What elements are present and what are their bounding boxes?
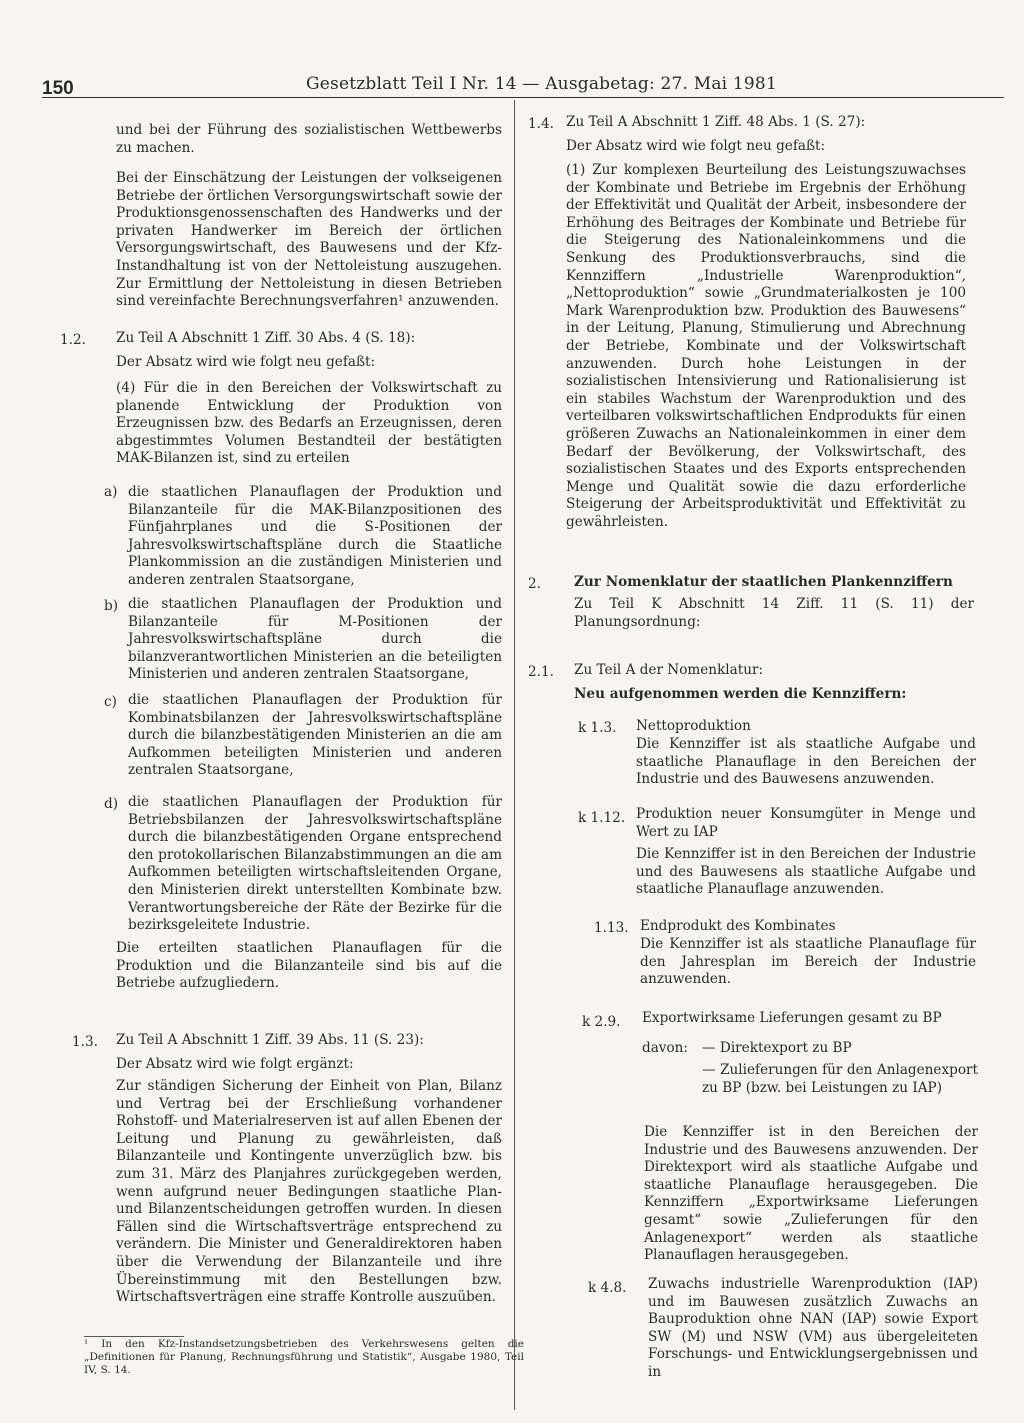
- column-divider: [514, 100, 515, 1410]
- item-label-d: d): [104, 796, 119, 812]
- kennziffer-text-4-8: Zuwachs industrielle Warenproduktion (IAP) und im Bauwesen zusätzlich Zuwachs an Bauproduktion ohne NAN (IAP) sowie Export SW (M) und NSW (VM) aus übergeleiteten Forschungs- und Entwicklungsergebnissen und in: [648, 1276, 978, 1380]
- kennziffer-davon-label: davon:: [642, 1040, 689, 1056]
- section-paragraph-1-2: (4) Für die in den Bereichen der Volkswirtschaft zu planende Entwicklung der Produktion von Erzeugnissen bzw. des Bedarfs an Erzeugnissen, deren abgestimmtes Volumen Bestandteil der bestätigten MAK-Bilanzen ist, sind zu erteilen: [116, 380, 502, 467]
- section-subtitle-1-2: Der Absatz wird wie folgt neu gefaßt:: [116, 354, 376, 370]
- left-intro: und bei der Führung des sozialistischen Wettbewerbs zu machen.: [116, 122, 502, 156]
- item-label-c: c): [104, 694, 117, 710]
- kennziffer-text-2-9: Die Kennziffer ist in den Bereichen der Industrie und des Bauwesens anzuwenden. Der Direktexport wird als staatliche Aufgabe und staatliche Planauflage herausgegeben. Die Kennziffern „Exportwirksame Lieferungen gesamt“ sowie „Zulieferungen für den Anlagenexport“ werden als staatliche Planauflagen herausgegeben.: [644, 1124, 978, 1264]
- kennziffer-label-1-3: k 1.3.: [578, 720, 617, 736]
- section-paragraph-1-4: (1) Zur komplexen Beurteilung des Leistungszuwachses der Kombinate und Betriebe im Ergebnis der Erhöhung der Effektivität und Qualität der Arbeit, insbesondere der Erhöhung des Beitrages der Kombinate und Betriebe für die Steigerung des Nationaleinkommens und die Senkung des Produktionsverbrauchs, sind die Kennziffern „Industrielle Warenproduktion“, „Nettoproduktion“ sowie „Grundmaterialkosten je 100 Mark Warenproduktion bzw. Produktion des Bauwesens“ in der Leitung, Planung, Stimulierung und Abrechnung der Betriebe, Kombinate und der Volkswirtschaft anzuwenden. Durch hohe Leistungen in der sozialistischen Intensivierung und Rationalisierung ist ein stabiles Wachstum der Warenproduktion und des verteilbaren volkswirtschaftlichen Endprodukts für einen größeren Zuwachs an Nationaleinkommen in einer dem Bedarf der Bevölkerung, der Volkswirtschaft, des sozialistischen Staates und des Exports entsprechenden Menge und Qualität sowie die dazu erforderliche Steigerung der Arbeitsproduktivität und Effektivität zu gewährleisten.: [566, 162, 966, 530]
- page-header: [42, 72, 962, 98]
- footnote: ¹ In den Kfz-Instandsetzungsbetrieben des Verkehrswesens gelten die „Definitionen für Planung, Rechnungsführung und Statistik“, Ausgabe 1980, Teil IV, S. 14.: [84, 1338, 524, 1376]
- kennziffer-label-1-12: k 1.12.: [578, 810, 626, 826]
- section-number-2: 2.: [528, 576, 541, 592]
- section-paragraph-1-3: Zur ständigen Sicherung der Einheit von Plan, Bilanz und Vertrag bei der Erschließung vorhandener Rohstoff- und Materialreserven ist auf allen Ebenen der Leitung und Planung zu gewährleisten, daß Bilanzanteile und Kontingente unverzüglich bzw. bis zum 31. März des Planjahres zurückgegeben werden, wenn aufgrund neuer Bedingungen staatliche Plan- und Bilanzentscheidungen getroffen wurden. In diesen Fällen sind die Wirtschaftsverträge entsprechend zu verändern. Die Minister und Generaldirektoren haben über die Verwendung der Bilanzanteile und ihre Übereinstimmung mit den Bestellungen bzw. Wirtschaftsverträgen eine straffe Kontrolle auszuüben.: [116, 1078, 502, 1306]
- kennziffer-label-2-9: k 2.9.: [582, 1014, 621, 1030]
- section-closing-1-2: Die erteilten staatlichen Planauflagen für die Produktion und die Bilanzanteile sind bis auf die Betriebe aufzugliedern.: [116, 940, 502, 992]
- item-text-c: die staatlichen Planauflagen der Produktion für Kombinatsbilanzen der Jahresvolkswirtschaftspläne durch die bilanzbestätigenden Ministerien an die am Aufkommen beteiligten Ministerien und anderen zentralen Staatsorgane,: [128, 692, 502, 779]
- section-title-2: Zur Nomenklatur der staatlichen Plankennziffern: [574, 574, 953, 590]
- section-number-1-3: 1.3.: [72, 1034, 98, 1050]
- kennziffer-heading-1-3: Nettoproduktion: [636, 718, 751, 734]
- footnote-rule: [84, 1336, 184, 1337]
- section-number-1-2: 1.2.: [60, 332, 86, 348]
- section-subtitle-1-3: Der Absatz wird wie folgt ergänzt:: [116, 1056, 354, 1072]
- item-text-d: die staatlichen Planauflagen der Produktion für Betriebsbilanzen der Jahresvolkswirtschaftspläne durch die bilanzbestätigenden Organe entsprechend den protokollarischen Bilanzabstimmungen an die am Aufkommen beteiligten wirtschaftsleitenden Organe, den Ministerien direkt unterstellten Kombinate bzw. Verantwortungsbereiche der Räte der Bezirke für die bezirksgeleitete Industrie.: [128, 794, 502, 934]
- section-number-1-4: 1.4.: [528, 116, 554, 132]
- header-title: Gesetzblatt Teil I Nr. 14 — Ausgabetag: 27. Mai 1981: [306, 74, 777, 94]
- header-rule: [42, 97, 1004, 98]
- item-label-a: a): [104, 484, 118, 500]
- kennziffer-heading-1-12: Produktion neuer Konsumgüter in Menge und Wert zu IAP: [636, 806, 976, 840]
- section-subtitle-2-1: Neu aufgenommen werden die Kennziffern:: [574, 686, 907, 702]
- kennziffer-heading-1-13: Endprodukt des Kombinates: [640, 918, 836, 934]
- item-label-b: b): [104, 598, 119, 614]
- section-subtitle-2: Zu Teil K Abschnitt 14 Ziff. 11 (S. 11) der Planungsordnung:: [574, 596, 974, 630]
- kennziffer-label-4-8: k 4.8.: [588, 1280, 627, 1296]
- kennziffer-davon-item-2: — Zulieferungen für den Anlagenexport zu BP (bzw. bei Leistungen zu IAP): [702, 1062, 978, 1096]
- kennziffer-davon-item-1: — Direktexport zu BP: [702, 1040, 852, 1056]
- section-title-1-4: Zu Teil A Abschnitt 1 Ziff. 48 Abs. 1 (S. 27):: [566, 114, 866, 130]
- item-text-b: die staatlichen Planauflagen der Produktion und Bilanzanteile für M-Positionen der Jahresvolkswirtschaftspläne durch die bilanzverantwortlichen Ministerien an die beteiligten Ministerien und anderen zentralen Staatsorgane,: [128, 596, 502, 683]
- item-text-a: die staatlichen Planauflagen der Produktion und Bilanzanteile für die MAK-Bilanzpositionen des Fünfjahrplanes und die S-Positionen der Jahresvolkswirtschaftspläne durch die Staatliche Plankommission an die zuständigen Ministerien und anderen zentralen Staatsorgane,: [128, 484, 502, 588]
- kennziffer-text-1-13: Die Kennziffer ist als staatliche Planauflage für den Jahresplan im Bereich der Industrie anzuwenden.: [640, 936, 976, 988]
- section-title-1-3: Zu Teil A Abschnitt 1 Ziff. 39 Abs. 11 (S. 23):: [116, 1032, 424, 1048]
- section-title-1-2: Zu Teil A Abschnitt 1 Ziff. 30 Abs. 4 (S. 18):: [116, 330, 416, 346]
- kennziffer-text-1-3: Die Kennziffer ist als staatliche Aufgabe und staatliche Planauflage in den Bereichen der Industrie und des Bauwesens anzuwenden.: [636, 736, 976, 788]
- section-number-2-1: 2.1.: [528, 664, 554, 680]
- section-subtitle-1-4: Der Absatz wird wie folgt neu gefaßt:: [566, 138, 826, 154]
- section-title-2-1: Zu Teil A der Nomenklatur:: [574, 662, 764, 678]
- kennziffer-heading-2-9: Exportwirksame Lieferungen gesamt zu BP: [642, 1010, 942, 1026]
- kennziffer-label-1-13: 1.13.: [594, 920, 629, 936]
- left-paragraph-1: Bei der Einschätzung der Leistungen der volkseigenen Betriebe der örtlichen Versorgungswirtschaft sowie der Produktionsgenossenschaften des Handwerks und der privaten Handwerker im Bereich der örtlichen Versorgungswirtschaft, des Bauwesens und der Kfz-Instandhaltung ist von der Nettoleistung auszugehen. Zur Ermittlung der Nettoleistung in diesen Betrieben sind vereinfachte Berechnungsverfahren¹ anzuwenden.: [116, 170, 502, 310]
- page-number: 150: [42, 78, 74, 99]
- kennziffer-text-1-12: Die Kennziffer ist in den Bereichen der Industrie und des Bauwesens als staatliche Aufgabe und staatliche Planauflage anzuwenden.: [636, 846, 976, 898]
